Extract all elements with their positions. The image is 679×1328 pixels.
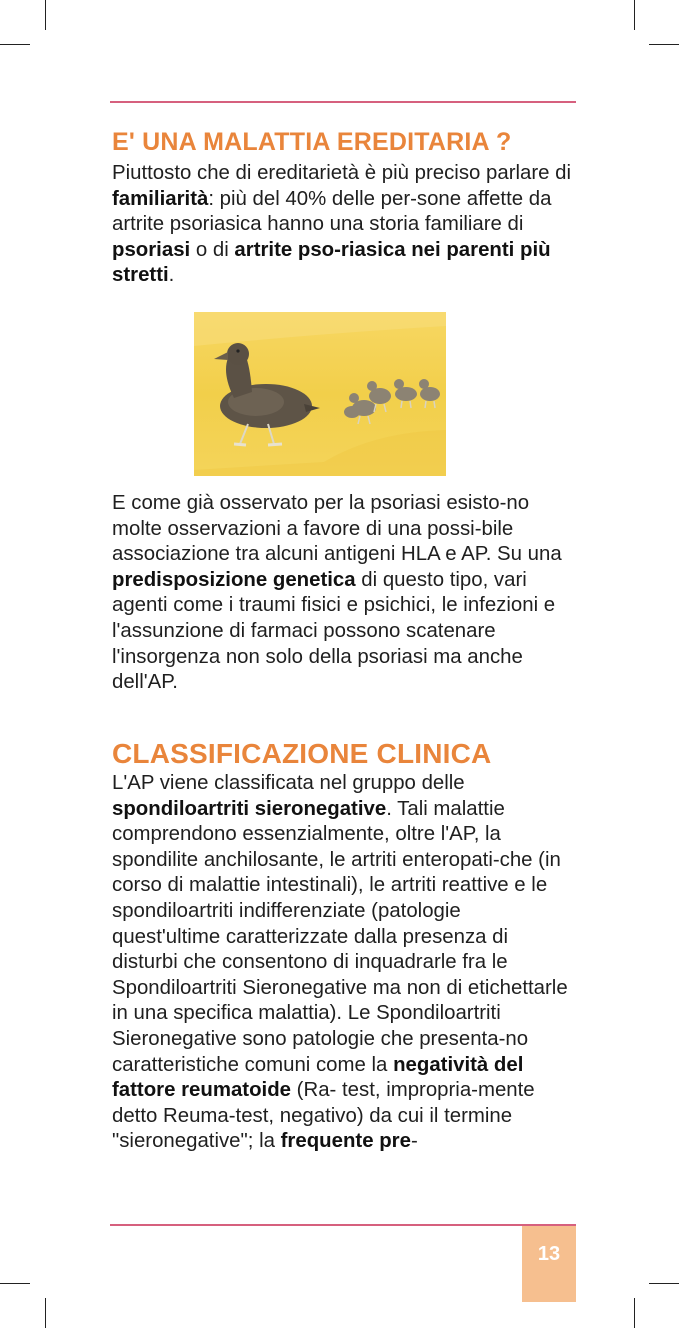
text-run: L'AP viene classificata nel gruppo delle xyxy=(112,772,465,794)
crop-mark-top-left-vertical xyxy=(45,0,46,30)
crop-mark-bottom-left-vertical xyxy=(45,1298,46,1328)
bold-phrase: spondiloartriti sieronegative xyxy=(112,797,387,820)
section-heading-classification: CLASSIFICAZIONE CLINICA xyxy=(112,738,492,769)
paragraph-genetic-predisposition xyxy=(112,491,574,696)
crop-mark-top-left-horizontal xyxy=(0,44,30,45)
top-rule xyxy=(110,101,576,103)
text-run: . Tali malattie comprendono essenzialmente, oltre l'AP, la spondilite anchilosante, le artriti enteropati-che (in corso di malattie intestinali), le artriti reattive e le spondiloartriti indifferenziate (patologie quest'ultime caratterizzate dalla presenza di disturbi che consentono di inquadrarle fra le Spondiloartriti Sieronegative ma non di etichettarle in una specifica malattia). Le Spondiloartriti Sieronegative sono patologie che presenta-no caratteristiche comuni come la xyxy=(112,797,568,1076)
bottom-rule xyxy=(110,1224,576,1226)
bold-phrase: frequente pre xyxy=(280,1130,411,1153)
bold-phrase: predisposizione genetica xyxy=(112,568,356,591)
text-run: (Ra- test, impropria-mente detto Reuma-test, negativo) da cui il termine "sieronegative"; la xyxy=(112,1079,535,1153)
bold-phrase: psoriasi xyxy=(112,238,191,261)
crop-mark-bottom-left-horizontal xyxy=(0,1283,30,1284)
text-run: E come già osservato per la psoriasi esisto-no molte osservazioni a favore di una possi-bile associazione tra alcuni antigeni HLA e AP. Su una xyxy=(112,492,562,566)
bold-phrase: artrite pso-riasica nei parenti più stretti xyxy=(112,238,551,287)
paragraph-familiarity xyxy=(112,161,574,289)
bold-phrase: familiarità xyxy=(112,187,209,210)
ducks-illustration xyxy=(194,312,446,476)
text-run: di questo tipo, vari agenti come i traumi fisici e psichici, le infezioni e l'assunzione di farmaci possono scatenare l'insorgenza non solo della psoriasi ma anche dell'AP. xyxy=(112,568,556,694)
crop-mark-top-right-vertical xyxy=(634,0,635,30)
text-run: . xyxy=(168,264,175,287)
section-heading-hereditary: E' UNA MALATTIA EREDITARIA ? xyxy=(112,128,512,156)
crop-mark-bottom-right-vertical xyxy=(634,1298,635,1328)
crop-mark-top-right-horizontal xyxy=(649,44,679,45)
text-run: o di xyxy=(190,238,235,261)
text-run: - xyxy=(410,1130,418,1153)
page-number-box xyxy=(522,1226,576,1302)
page-number: 13 xyxy=(537,1243,561,1265)
bold-phrase: negatività del fattore reumatoide xyxy=(112,1053,524,1102)
paragraph-classification xyxy=(112,771,574,1155)
text-run: Piuttosto che di ereditarietà è più preciso parlare di xyxy=(112,162,572,184)
crop-mark-bottom-right-horizontal xyxy=(649,1283,679,1284)
text-run: : più del 40% delle per-sone affette da artrite psoriasica hanno una storia familiare di xyxy=(112,187,552,236)
